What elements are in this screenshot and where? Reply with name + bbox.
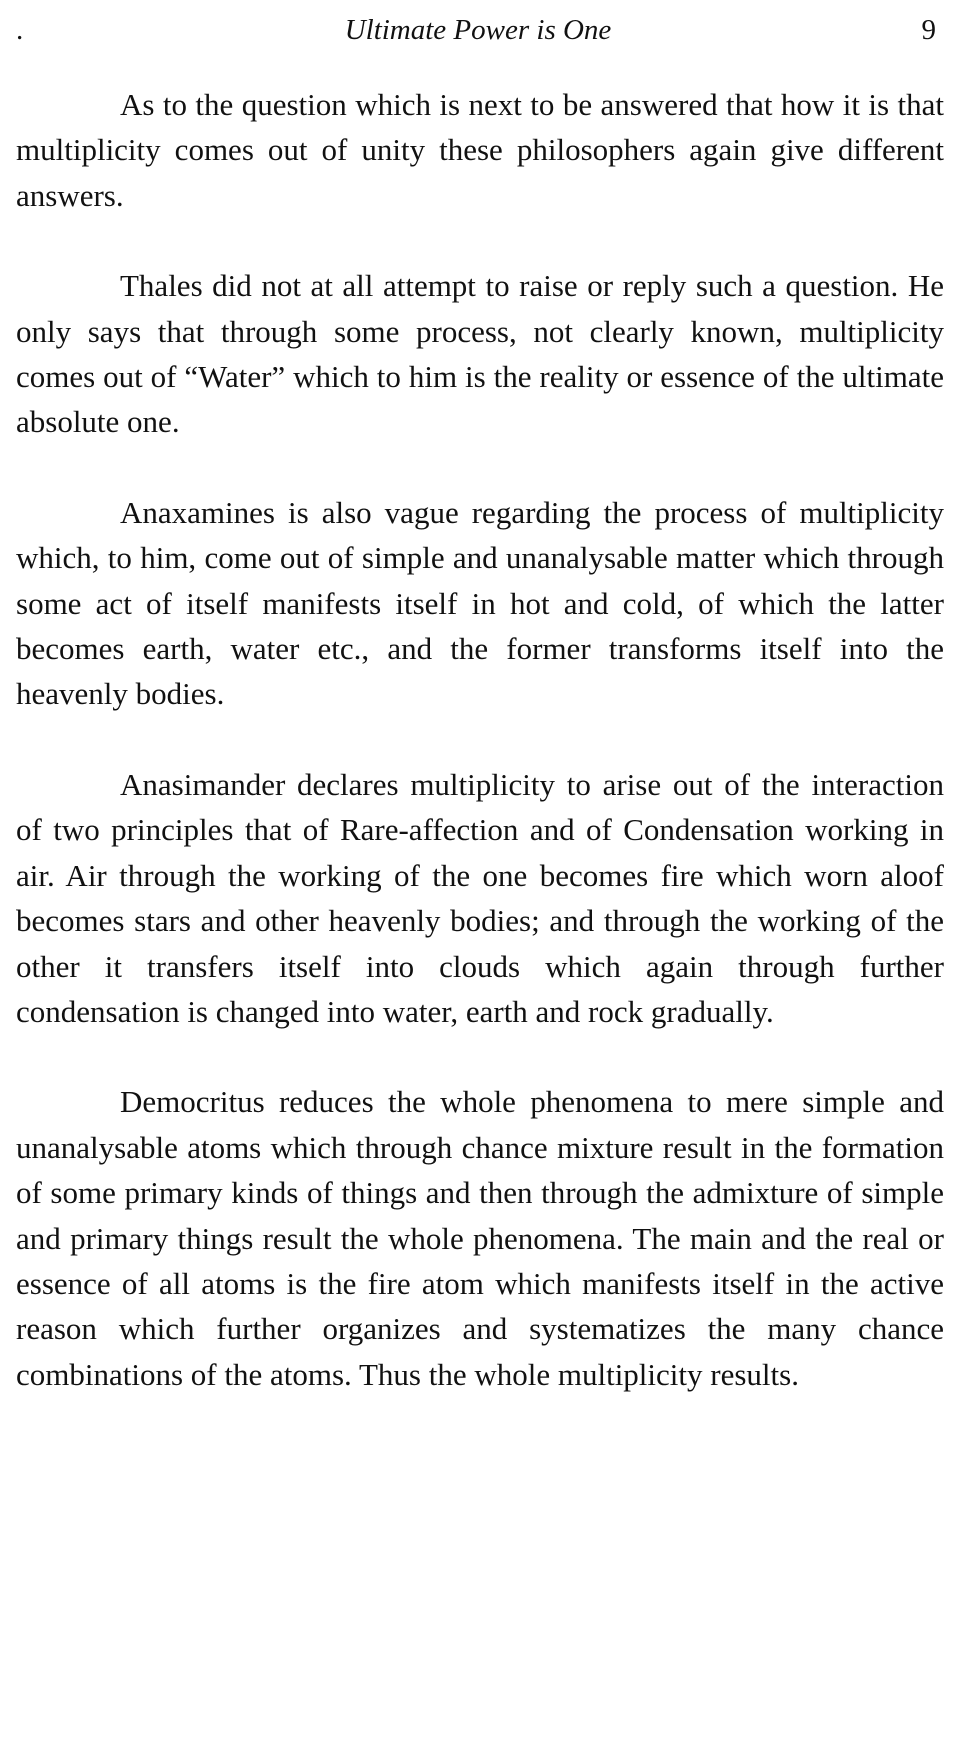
paragraph-democritus: Democritus reduces the whole phenomena to mere simple and unanalysable atoms which through chance mixture result in the formation of some primary kinds of things and then through the admixture of simple and primary things result the whole phenomena. The main and the real or essence of all atoms is the fire atom which manifests itself in the active reason which further organizes and systematizes the many chance combinations of the atoms. Thus the whole multiplicity results. [16,1084,944,1392]
header-dot: . [16,14,24,46]
paragraph-thales: Thales did not at all attempt to raise or reply such a question. He only says that through some process, not clearly known, multiplicity comes out of “Water” which to him is the reality or essence of the ultimate absolute one. [16,268,944,440]
page-number: 9 [921,14,936,46]
body-text [16,82,944,1397]
chapter-title: Ultimate Power is One [344,14,612,46]
paragraph-anasimander: Anasimander declares multiplicity to arise out of the interaction of two principles that of Rare-affection and of Condensation working in air. Air through the working of the one becomes fire which worn aloof becomes stars and other heavenly bodies; and through the working of the other it transfers itself into clouds which again through further condensation is changed into water, earth and rock gradually. [16,766,944,1029]
paragraph-intro: As to the question which is next to be answered that how it is that multiplicity comes out of unity these philosophers again give different answers. [16,87,944,213]
running-header [16,10,940,50]
paragraph-anaxamines: Anaxamines is also vague regarding the process of multiplicity which, to him, come out of simple and unanalysable matter which through some act of itself manifests itself in hot and cold, of which the latter becomes earth, water etc., and the former transforms itself into the heavenly bodies. [16,494,944,712]
